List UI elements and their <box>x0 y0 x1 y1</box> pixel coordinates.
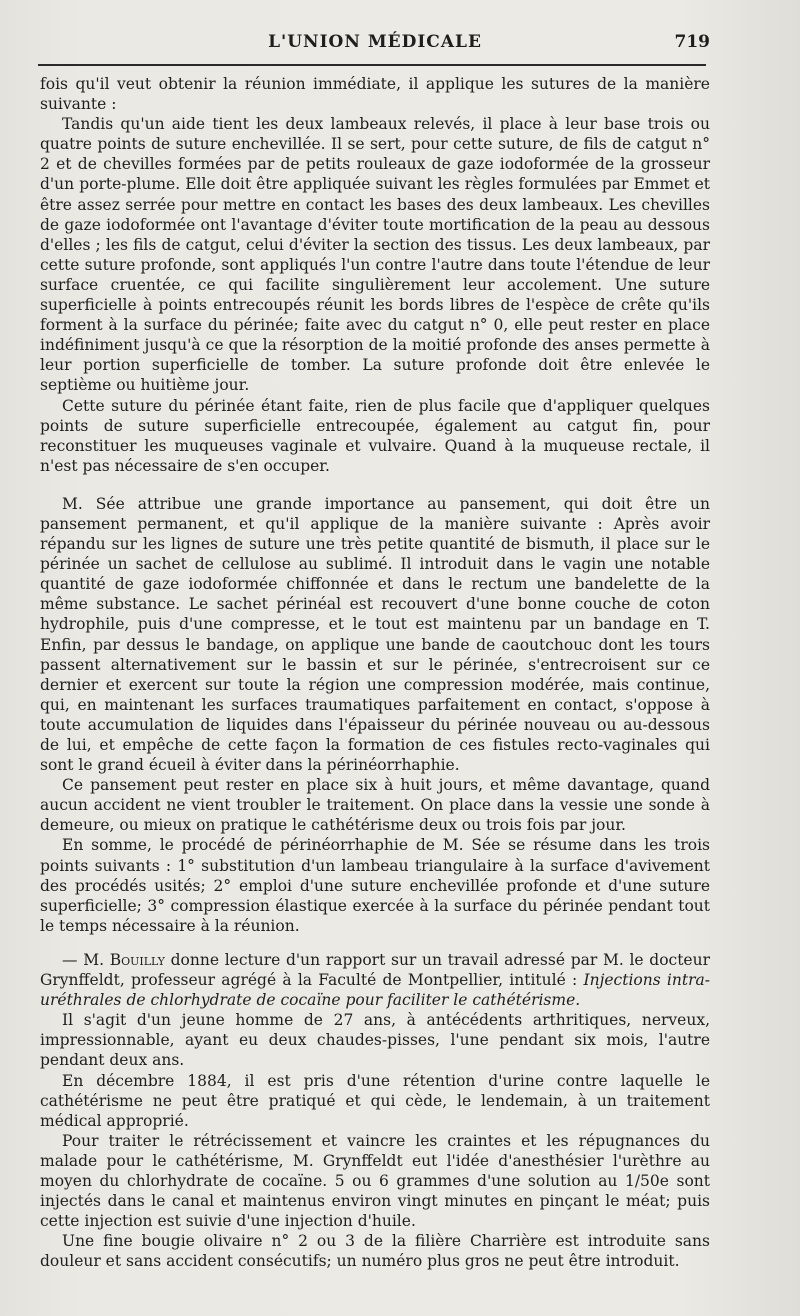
paragraph-6: En somme, le procédé de périnéorrhaphie de M. Sée se résume dans les trois points suivants : 1° substitution d'un lambeau triangulaire à la surface d'avivement des procédés usités; 2° emploi d'une suture enchevillée profonde et d'une suture superficielle; 3° compression élastique exercée à la surface du périnée pendant tout le temps nécessaire à la réunion. <box>40 836 710 935</box>
report-intro: donne lecture d'un rapport sur un travail adressé par M. le docteur Grynffeldt, professeur agrégé à la Faculté de Montpellier, intitulé : <box>40 950 710 990</box>
paragraph-2: Tandis qu'un aide tient les deux lambeaux relevés, il place à leur base trois ou quatre points de suture enchevillée. Il se sert, pour cette suture, de fils de catgut n° 2 et de chevilles formées par de petits rouleaux de gaze iodoformée de la grosseur d'un porte-plume. Elle doit être appliquée suivant les règles formulées par Emmet et être assez serrée pour mettre en contact les bases des deux lambeaux. Les chevilles de gaze iodoformée ont l'avantage d'éviter toute mortification de la peau au dessous d'elles ; les fils de catgut, celui d'éviter la section des tissus. Les deux lambeaux, par cette suture profonde, sont appliqués l'un contre l'autre dans toute l'étendue de leur surface cruentée, ce qui facilite singulièrement leur accolement. Une suture superficielle à points entrecoupés réunit les bords libres de l'espèce de crête qu'ils forment à la surface du périnée; faite avec du catgut n° 0, elle peut rester en place indéfiniment jusqu'à ce que la résorption de la moitié profonde des anses permette à leur portion superficielle de tomber. La suture profonde doit être enlevée le septième ou huitième jour. <box>40 115 710 395</box>
report-title: Injections intra-uréthrales de chlorhydrate de cocaïne pour faciliter le cathétérisme. <box>40 971 710 1010</box>
article-body <box>40 74 710 1271</box>
paragraph-11: Une fine bougie olivaire n° 2 ou 3 de la filière Charrière est introduite sans douleur et sans accident consécutifs; un numéro plus gros ne peut être introduit. <box>40 1232 710 1271</box>
running-title: L'UNION MÉDICALE <box>268 32 482 52</box>
report-prefix: — M. <box>62 950 104 969</box>
paragraph-10: Pour traiter le rétrécissement et vaincre les craintes et les répugnances du malade pour le cathétérisme, M. Grynffeldt eut l'idée d'anesthésier l'urèthre au moyen du chlorhydrate de cocaïne. 5 ou 6 grammes d'une solution au 1/50e sont injectés dans le canal et maintenus environ vingt minutes en pinçant le méat; puis cette injection est suivie d'une injection d'huile. <box>40 1131 710 1231</box>
paragraph-1: fois qu'il veut obtenir la réunion immédiate, il applique les sutures de la manière suivante : <box>40 75 710 114</box>
paragraph-7 <box>40 950 710 1010</box>
paragraph-4: M. Sée attribue une grande importance au pansement, qui doit être un pansement permanent, et qu'il applique de la manière suivante : Après avoir répandu sur les lignes de suture une très petite quantité de bismuth, il place sur le périnée un sachet de cellulose au sublimé. Il introduit dans le vagin une notable quantité de gaze iodoformée chiffonnée et dans le rectum une bandelette de la même substance. Le sachet périnéal est recouvert d'une bonne couche de coton hydrophile, puis d'une compresse, et le tout est maintenu par un bandage en T. Enfin, par dessus le bandage, on applique une bande de caoutchouc dont les tours passent alternativement sur le bassin et sur le périnée, s'entrecroisent sur ce dernier et exercent sur toute la région une compression modérée, mais continue, qui, en maintenant les surfaces traumatiques parfaitement en contact, s'oppose à toute accumulation de liquides dans l'épaisseur du périnée nouveau ou au-dessous de lui, et empêche de cette façon la formation de ces fistules recto-vaginales qui sont le grand écueil à éviter dans la périnéorrhaphie. <box>40 494 710 775</box>
page-number: 719 <box>674 32 710 52</box>
paragraph-8: Il s'agit d'un jeune homme de 27 ans, à antécédents arthritiques, nerveux, impressionnable, ayant eu deux chaudes-pisses, l'une pendant six mois, l'autre pendant deux ans. <box>40 1011 710 1070</box>
paragraph-3: Cette suture du périnée étant faite, rien de plus facile que d'appliquer quelques points de suture superficielle entrecoupée, également au catgut fin, pour reconstituer les muqueuses vaginale et vulvaire. Quand à la muqueuse rectale, il n'est pas nécessaire de s'en occuper. <box>40 396 710 475</box>
page-header <box>40 32 710 56</box>
speaker-name: Bouilly <box>109 950 165 969</box>
paragraph-5: Ce pansement peut rester en place six à huit jours, et même davantage, quand aucun accident ne vient troubler le traitement. On place dans la vessie une sonde à demeure, ou mieux on pratique le cathétérisme deux ou trois fois par jour. <box>40 776 710 835</box>
paragraph-9: En décembre 1884, il est pris d'une rétention d'urine contre laquelle le cathétérisme ne peut être pratiqué et qui cède, le lendemain, à un traitement médical approprié. <box>40 1071 710 1130</box>
header-rule <box>38 64 706 66</box>
